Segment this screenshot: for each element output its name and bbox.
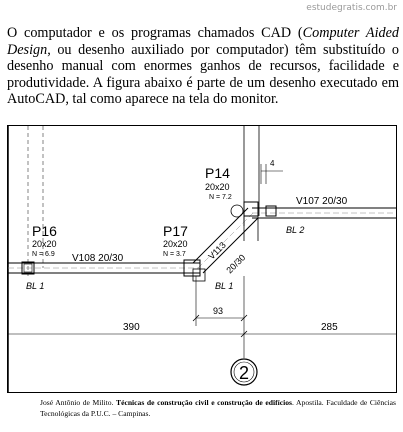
dimension-label: 285 [321, 322, 338, 333]
pillar-load: N = 7.2 [209, 194, 232, 201]
pillar-load: N = 6.9 [32, 251, 55, 258]
intro-italic-term: Computer Aided Design [7, 25, 400, 58]
pillar-size: 20x20 [32, 239, 57, 249]
caption-author: José Antônio de Milito. [40, 398, 114, 407]
watermark: estudegratis.com.br [306, 3, 397, 13]
cad-drawing [8, 126, 396, 392]
dimension-label: 93 [213, 306, 224, 316]
pillar-label: P17 [163, 223, 188, 239]
beam-label: V108 20/30 [72, 253, 124, 264]
beam-label: V107 20/30 [296, 196, 348, 207]
pillar-size: 20x20 [205, 182, 230, 192]
dimension-label: 390 [123, 322, 140, 333]
caption-title: Técnicas de construção civil e construção de edifícios [116, 398, 292, 407]
slab-label: BL 1 [26, 281, 45, 291]
figure-caption [40, 398, 396, 419]
beam-label: 20/30 [224, 252, 248, 276]
slab-label: BL 2 [286, 225, 305, 235]
slab-label: BL 1 [215, 281, 234, 291]
intro-paragraph [7, 25, 399, 108]
pillar-label: P14 [205, 165, 230, 181]
intro-text-1: O computador e os programas chamados CAD ( [7, 25, 303, 41]
cad-drawing-figure [7, 125, 397, 393]
pillar-load: N = 3.7 [163, 251, 186, 258]
intro-text-2: , ou desenho auxiliado por computador) têm substituído o desenho manual com enormes ganhos de recursos, facilidade e produtividade. A figura abaixo é parte de um desenho executado em AutoCAD, tal como aparece na tela do monitor. [7, 41, 399, 108]
beam-label: V113 [206, 239, 228, 262]
dimension-label: 4 [270, 159, 275, 168]
pillar-size: 20x20 [163, 239, 188, 249]
axis-marker-label: 2 [238, 363, 250, 383]
caption-source: . Apostila. Faculdade de Ciências Tecnológicas da P.U.C. – Campinas. [40, 398, 396, 418]
pillar-label: P16 [32, 223, 57, 239]
